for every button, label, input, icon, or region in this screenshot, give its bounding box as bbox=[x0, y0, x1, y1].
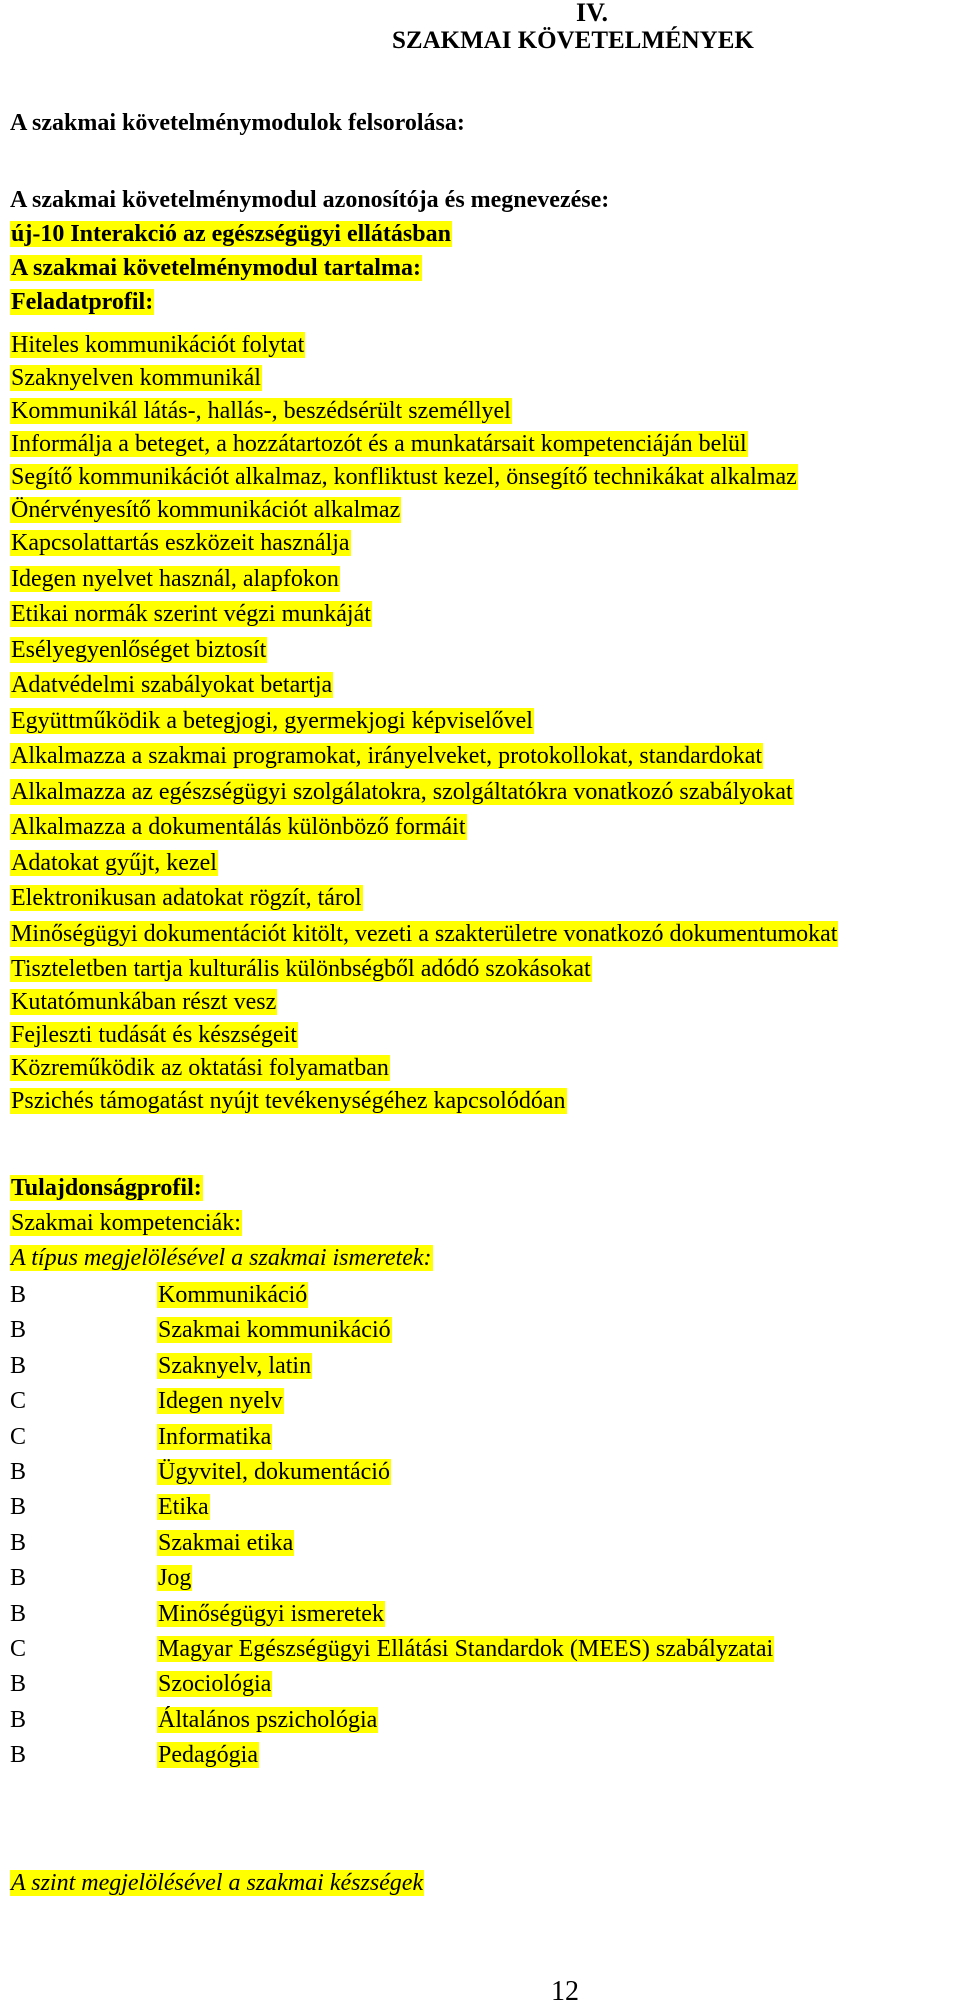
competencies-label: Szakmai kompetenciák: bbox=[11, 1210, 241, 1236]
knowledge-name: Kommunikáció bbox=[158, 1282, 308, 1308]
knowledge-name: Magyar Egészségügyi Ellátási Standardok (MEES) szabályzatai bbox=[158, 1635, 774, 1662]
list-item bbox=[10, 564, 838, 600]
section-number: IV. bbox=[576, 0, 609, 27]
page-number: 12 bbox=[551, 1976, 579, 2007]
knowledge-row bbox=[10, 1669, 774, 1704]
list-item bbox=[10, 429, 838, 462]
list-item bbox=[10, 1086, 838, 1119]
knowledge-row bbox=[10, 1315, 774, 1350]
knowledge-name: Idegen nyelv bbox=[158, 1388, 283, 1415]
list-item-text: Alkalmazza a szakmai programokat, irányelveket, protokollokat, standardokat bbox=[11, 743, 763, 769]
knowledge-name: Etika bbox=[158, 1494, 209, 1521]
list-item-text: Kutatómunkában részt vesz bbox=[11, 989, 277, 1015]
list-item bbox=[10, 883, 838, 919]
property-profile-line bbox=[10, 1173, 203, 1203]
knowledge-name: Informatika bbox=[158, 1423, 272, 1450]
list-item-text: Kapcsolattartás eszközeit használja bbox=[11, 530, 350, 556]
knowledge-label: A típus megjelölésével a szakmai ismeretek: bbox=[11, 1245, 432, 1271]
knowledge-row bbox=[10, 1563, 774, 1598]
list-item-text: Alkalmazza az egészségügyi szolgálatokra, szolgáltatókra vonatkozó szabályokat bbox=[11, 778, 793, 805]
knowledge-name: Jog bbox=[158, 1565, 192, 1592]
knowledge-row bbox=[10, 1634, 774, 1669]
knowledge-row bbox=[10, 1280, 774, 1315]
section-title: SZAKMAI KÖVETELMÉNYEK bbox=[392, 27, 754, 54]
list-item-text: Tiszteletben tartja kulturális különbségből adódó szokásokat bbox=[11, 956, 591, 982]
knowledge-row bbox=[10, 1422, 774, 1457]
list-item-text: Esélyegyenlőséget biztosít bbox=[11, 636, 267, 663]
knowledge-name: Általános pszichológia bbox=[158, 1706, 378, 1733]
knowledge-type: C bbox=[10, 1635, 27, 1662]
list-item-text: Kommunikál látás-, hallás-, beszédsérült személlyel bbox=[11, 398, 511, 424]
list-item bbox=[10, 330, 838, 363]
skills-label: A szint megjelölésével a szakmai készségek bbox=[11, 1870, 424, 1896]
list-item bbox=[10, 777, 838, 813]
list-item bbox=[10, 812, 838, 848]
list-item bbox=[10, 528, 838, 564]
knowledge-type: B bbox=[10, 1706, 27, 1733]
knowledge-type: B bbox=[10, 1494, 27, 1521]
list-item bbox=[10, 599, 838, 635]
knowledge-type: B bbox=[10, 1282, 27, 1308]
list-item-text: Együttműködik a betegjogi, gyermekjogi képviselővel bbox=[11, 707, 533, 734]
knowledge-type: B bbox=[10, 1317, 27, 1344]
list-item-text: Idegen nyelvet használ, alapfokon bbox=[11, 565, 339, 592]
modules-list-title: A szakmai követelménymodulok felsorolása: bbox=[10, 110, 465, 136]
knowledge-row bbox=[10, 1386, 774, 1421]
knowledge-type: B bbox=[10, 1458, 27, 1485]
knowledge-name: Pedagógia bbox=[158, 1742, 258, 1769]
list-item bbox=[10, 987, 838, 1020]
list-item bbox=[10, 1020, 838, 1053]
knowledge-row bbox=[10, 1599, 774, 1634]
knowledge-type: B bbox=[10, 1352, 27, 1379]
module-content-label: A szakmai követelménymodul tartalma: bbox=[11, 255, 421, 281]
module-id-label: A szakmai követelménymodul azonosítója és megnevezése: bbox=[10, 187, 610, 213]
knowledge-label-line bbox=[10, 1243, 433, 1273]
list-item bbox=[10, 848, 838, 884]
list-item bbox=[10, 462, 838, 495]
module-id-line bbox=[10, 219, 452, 249]
knowledge-row bbox=[10, 1740, 774, 1775]
property-profile-label: Tulajdonságprofil: bbox=[11, 1175, 202, 1201]
list-item bbox=[10, 363, 838, 396]
knowledge-type: B bbox=[10, 1565, 27, 1592]
knowledge-name: Szakmai kommunikáció bbox=[158, 1317, 391, 1344]
list-item bbox=[10, 635, 838, 671]
knowledge-list bbox=[10, 1280, 774, 1775]
list-item-text: Közreműködik az oktatási folyamatban bbox=[11, 1055, 389, 1081]
list-item bbox=[10, 670, 838, 706]
list-item-text: Szaknyelven kommunikál bbox=[11, 365, 261, 391]
list-item-text: Minőségügyi dokumentációt kitölt, vezeti a szakterületre vonatkozó dokumentumokat bbox=[11, 920, 838, 947]
list-item-text: Fejleszti tudását és készségeit bbox=[11, 1022, 297, 1048]
skills-label-line bbox=[10, 1868, 424, 1898]
knowledge-type: C bbox=[10, 1388, 27, 1415]
list-item bbox=[10, 919, 838, 955]
knowledge-type: B bbox=[10, 1742, 27, 1769]
knowledge-name: Szociológia bbox=[158, 1671, 272, 1698]
knowledge-name: Szaknyelv, latin bbox=[158, 1352, 312, 1379]
list-item-text: Hiteles kommunikációt folytat bbox=[11, 332, 305, 358]
list-item-text: Segítő kommunikációt alkalmaz, konfliktust kezel, önsegítő technikákat alkalmaz bbox=[11, 464, 797, 490]
knowledge-name: Minőségügyi ismeretek bbox=[158, 1600, 384, 1627]
knowledge-type: B bbox=[10, 1600, 27, 1627]
list-item-text: Alkalmazza a dokumentálás különböző formáit bbox=[11, 814, 466, 840]
list-item bbox=[10, 954, 838, 987]
list-item-text: Elektronikusan adatokat rögzít, tárol bbox=[11, 885, 362, 911]
list-item-text: Adatokat gyűjt, kezel bbox=[11, 849, 217, 876]
knowledge-name: Ügyvitel, dokumentáció bbox=[158, 1458, 390, 1485]
competencies-line bbox=[10, 1208, 242, 1238]
list-item-text: Pszichés támogatást nyújt tevékenységéhez kapcsolódóan bbox=[11, 1088, 566, 1114]
list-item-text: Etikai normák szerint végzi munkáját bbox=[11, 601, 371, 627]
list-item bbox=[10, 706, 838, 742]
list-item-text: Informálja a beteget, a hozzátartozót és a munkatársait kompetenciáján belül bbox=[11, 431, 747, 457]
module-id-value: új-10 Interakció az egészségügyi ellátásban bbox=[11, 221, 451, 247]
knowledge-row bbox=[10, 1492, 774, 1527]
task-profile-line bbox=[10, 287, 154, 317]
knowledge-type: B bbox=[10, 1529, 27, 1556]
list-item bbox=[10, 396, 838, 429]
knowledge-name: Szakmai etika bbox=[158, 1529, 294, 1556]
module-content-line bbox=[10, 253, 422, 283]
list-item bbox=[10, 495, 838, 528]
knowledge-row bbox=[10, 1705, 774, 1740]
task-profile-label: Feladatprofil: bbox=[11, 289, 154, 315]
knowledge-row bbox=[10, 1351, 774, 1386]
list-item-text: Önérvényesítő kommunikációt alkalmaz bbox=[11, 497, 401, 523]
task-profile-list bbox=[10, 330, 838, 1119]
list-item bbox=[10, 741, 838, 777]
knowledge-type: C bbox=[10, 1423, 27, 1450]
list-item bbox=[10, 1053, 838, 1086]
list-item-text: Adatvédelmi szabályokat betartja bbox=[11, 672, 333, 698]
knowledge-type: B bbox=[10, 1671, 27, 1698]
knowledge-row bbox=[10, 1528, 774, 1563]
knowledge-row bbox=[10, 1457, 774, 1492]
